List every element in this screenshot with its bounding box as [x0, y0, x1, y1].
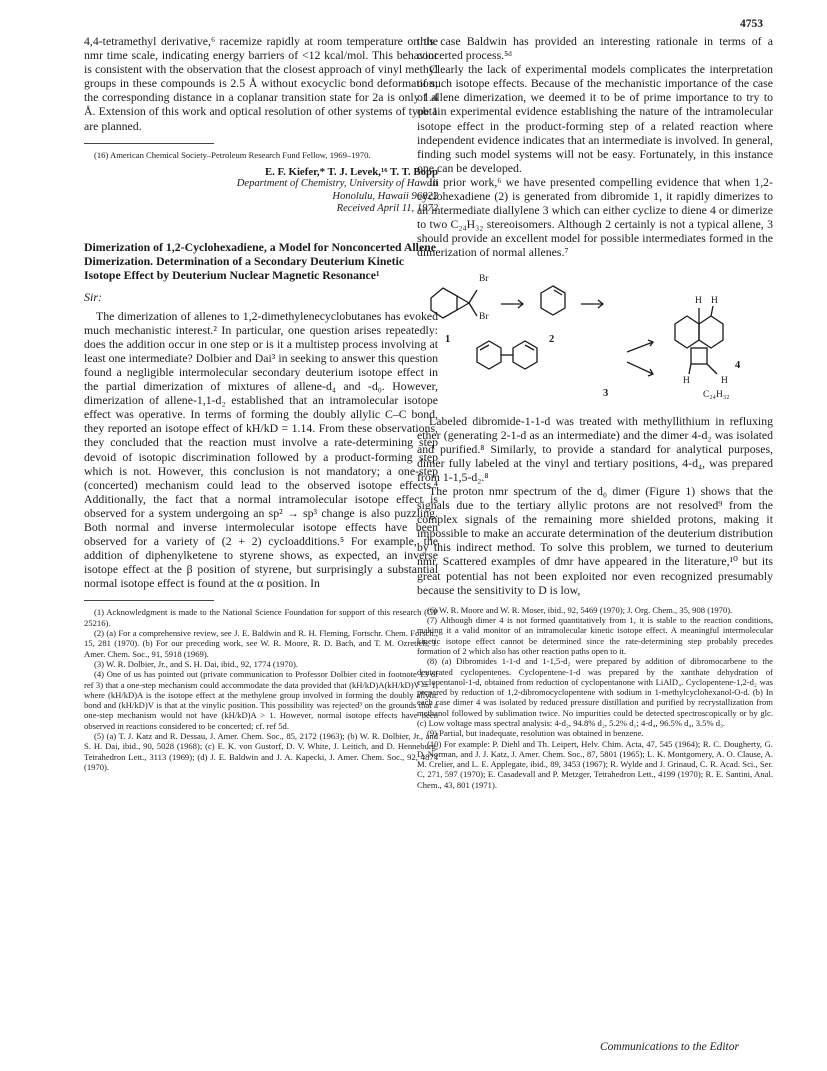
affiliation-city: Honolulu, Hawaii 96822 [332, 190, 438, 202]
paragraph: Clearly the lack of experimental models complicates the interpretation of such isotope effects. Because of the mechanistic importance of the case of allene dimerization, we deemed it to be of prime importance to try to obtain experimental evidence establishing the nature of the intramolecular isotope effect in the product-forming step of a related reaction where independent evidence indicates that an intermediate is involved. In general, finding such model systems will not be easy. Fortunately, in this instance one can be developed. [417, 62, 773, 175]
footnote: (10) For example: P. Diehl and Th. Leipert, Helv. Chim. Acta, 47, 545 (1964); R. C. Dougherty, G. D. Norman, and J. J. Katz, J. Amer. Chem. Soc., 87, 5801 (1965); L. K. Montgomery, A. O. Clause, A. M. Crelier, and L. E. Applegate, ibid., 89, 3453 (1967); R. Wylde and J. Grinaud, C. R. Acad. Sci., Ser. C, 271, 597 (1970); E. Casadevall and P. Metzger, Tetrahedron Lett., 4199 (1970); R. E. Santini, Anal. Chem., 43, 801 (1971). [417, 738, 773, 790]
paragraph: The proton nmr spectrum of the d₀ dimer (Figure 1) shows that the signals due to the tertiary allylic protons are not resolved⁹ from the complex signals of the remaining more shielded protons, making it impossible to make an accurate determination of the deuterium distribution by this indirect method. To solve this problem, we turned to deuterium nmr. Scattered examples of dmr have appeared in the literature,¹⁰ but its great potential has not been exploited nor even recognized presumably because the sensitivity to D is low, [417, 483, 773, 597]
footnote: (3) W. R. Dolbier, Jr., and S. H. Dai, ibid., 92, 1774 (1970). [94, 658, 298, 669]
compound-label-1: 1 [445, 333, 451, 345]
compound-4-ring-a [675, 316, 699, 348]
compound-label-2: 2 [549, 333, 555, 345]
compound-1-ring [431, 288, 457, 318]
compound-label-4: 4 [735, 359, 741, 371]
right-body-top [417, 34, 773, 260]
received-date: Received April 11, 1972 [336, 203, 438, 215]
article-title: Dimerization of 1,2-Cyclohexadiene, a Model for Nonconcerted Allene Dimerization. Determination of a Secondary Deuterium Kinetic Isotope Effect by Deuterium Nuclear Magnetic Resonance¹ [84, 239, 436, 282]
compound-4-ring-b [699, 316, 723, 348]
reaction-scheme-drawing [417, 266, 773, 406]
paragraph: In prior work,⁶ we have presented compelling evidence that when 1,2-cyclohexadiene (2) is generated from dibromide 1, it rapidly dimerizes to an intermediate diallylene 3 which can either cyclize to diene 4 or dimerize to two C₂₄H₃₂ stereoisomers. Although 2 certainly is not a typical allene, 3 should provide an excellent model for possible intermediates formed in the dimerization of normal allenes.⁷ [417, 174, 773, 260]
left-column [84, 34, 438, 772]
h-label: H [711, 295, 718, 306]
double-bond [553, 286, 565, 293]
formula-label: C₂₄H₃₂ [703, 389, 730, 400]
continued-paragraph: this case Baldwin has provided an interesting rationale in terms of a concerted process.⁵ᵈ [417, 34, 773, 63]
reaction-arrow [627, 362, 653, 374]
left-body-main [84, 309, 438, 591]
footnote: (6) W. R. Moore and W. R. Moser, ibid., 92, 5469 (1970); J. Org. Chem., 35, 908 (1970). [427, 604, 733, 615]
h-label: H [683, 375, 690, 386]
right-footnotes [417, 605, 773, 790]
footnote: (9) Partial, but inadequate, resolution was obtained in benzene. [427, 728, 644, 739]
br-label-bottom: Br [479, 311, 489, 322]
compound-label-3: 3 [603, 387, 609, 399]
br-bond [469, 303, 477, 316]
footnote: (5) (a) T. J. Katz and R. Dessau, J. Amer. Chem. Soc., 85, 2172 (1963); (b) W. R. Dolbier, Jr., and S. H. Dai, ibid., 90, 5028 (1968); (c) E. K. von Gustorf, D. V. White, J. Leitich, and D. Henneburg, Tetrahedron Lett., 3113 (1969); (d) J. E. Baldwin and J. A. Kapecki, J. Amer. Chem. Soc., 92, 4874 (1970). [84, 731, 438, 772]
compound-1-bond [457, 303, 469, 310]
author-names: E. F. Kiefer,* T. J. Levek,¹⁶ T. T. Bopp [264, 165, 438, 178]
h-bond [707, 364, 717, 374]
h-bond [689, 364, 691, 374]
footnote: (1) Acknowledgment is made to the National Science Foundation for support of this research (GP 25216). [84, 607, 438, 628]
br-label-top: Br [479, 273, 489, 284]
left-footnotes [84, 607, 438, 772]
affiliation-department: Department of Chemistry, University of Hawaii [236, 178, 438, 190]
footnote: (4) One of us has pointed out (private communication to Professor Dolbier cited in footnote 13 of ref 3) that a one-step mechanism could accommodate the data provided that (kH/kD)A(kH/kD)V ≃ 1, where (kH/kD)A is the isotope effect at the methylene group involved in forming the doubly allylic bond and (kH/kD)V is that at the vinylic position. This possibility was rejected³ on the grounds that a one-step mechanism would not have (kH/kD)A > 1. However, normal isotope effects have been observed in reactions considered to be concerted; cf. ref 5d. [84, 669, 438, 731]
h-label: H [721, 375, 728, 386]
compound-4-cyclobutane [691, 348, 707, 364]
reaction-scheme [417, 266, 773, 406]
footnote: (7) Although dimer 4 is not formed quantitatively from 1, it is stable to the reaction conditions, making it a valid monitor of an intramolecular kinetic isotope effect. A meaningful intermolecular kinetic isotope effect cannot be determined since the rate-determining step probably precedes formation of 2 which also has other reaction paths open to it. [417, 615, 773, 656]
reaction-arrow [627, 342, 653, 352]
footnote: (2) (a) For a comprehensive review, see J. E. Baldwin and R. H. Fleming, Fortschr. Chem. Forsch., 15, 281 (1970). (b) For our preceding work, see W. R. Moore, R. D. Bach, and T. M. Ozretich, J. Amer. Chem. Soc., 91, 5918 (1969). [84, 628, 438, 659]
footnote-16: (16) American Chemical Society–Petroleum Research Fund Fellow, 1969–1970. [94, 149, 371, 160]
br-bond [469, 290, 477, 303]
intro-paragraph: The dimerization of allenes to 1,2-dimethylenecyclobutanes has evoked much mechanistic interest.² In particular, one question arises repeatedly: does the addition occur in one step or is it a multistep process involving at least one intermediate? Dolbier and Dai³ in seeking to answer this question found a negligible intermolecular secondary deuterium isotope effect in the partial dimerization of mixtures of allene-d₄ and -d₀. However, dimerization of allene-1,1-d₂ established that an intramolecular isotope effect was operative. In terms of forming the doubly allylic C–C bond, they reported an isotope effect of kH/kD = 1.14. From these observations, they concluded that the reaction must involve a rate-determining step devoid of isotopic discrimination followed by a product-forming step which is not. However, this conclusion is not mandatory; a one-step (concerted) mechanism could lead to the observed isotope effects.⁴ Additionally, the fact that a normal intramolecular isotope effect is observed for a system undergoing an sp² → sp³ change is also puzzling. Both normal and inverse intermolecular isotope effects have been observed for a variety of (2 + 2) cycloadditions.⁵ For example, the addition of diphenylketene to styrene shows, as expected, an inverse isotope effect at the β position of styrene, but surprisingly a substantial normal isotope effect is found at the α position. In [84, 308, 438, 591]
compound-1-bond [457, 296, 469, 303]
h-label: H [695, 295, 702, 306]
paragraph: Labeled dibromide-1-1-d was treated with methyllithium in refluxing ether (generating 2-1-d as an intermediate) and the dimer 4-d₂ was isolated and purified.⁸ Similarly, to provide a standard for analytical purposes, dimer fully labeled at the vinyl and tertiary positions, 4-d₄, was prepared from 1-1,5-d₂.⁸ [417, 413, 773, 484]
running-footer: Communications to the Editor [600, 1041, 739, 1053]
right-body-bottom [417, 414, 773, 597]
author-block [84, 166, 438, 216]
footnote-separator-left [84, 600, 214, 601]
right-column [417, 34, 773, 790]
footnote: (8) (a) Dibromides 1-1-d and 1-1,5-d₂ were prepared by addition of dibromocarbene to the deuterated cyclopentenes. Cyclopentene-1-d was prepared by the xanthate dehydration of cyclopentanol-1-d, obtained from reduction of cyclopentanone with LiAlD₄. Cyclopentene-1,2-d₂ was prepared by reduction of 1,2-dibromocyclopentene with sodium in 1-methylcyclohexanol-O-d. (b) In each case dimer 4 was isolated by reduced pressure distillation and purified by recrystallization from methanol followed by sublimation twice. No impurities could be detected spectroscopically or by glc. (c) Low voltage mass spectral analysis: 4-d₂, 94.8% d₂, 5.2% d₁; 4-d₄, 96.5% d₄, 3.5% d₃. [417, 656, 773, 728]
footnote-separator [84, 143, 214, 144]
left-body-top [84, 34, 438, 133]
page-number: 4753 [740, 18, 763, 30]
salutation: Sir: [84, 289, 102, 304]
h-bond [711, 306, 713, 316]
carry-over-paragraph: 4,4-tetramethyl derivative,⁶ racemize rapidly at room temperature on the nmr time scale, indicating energy barriers of <12 kcal/mol. This behavior is consistent with the observation that the closest approach of vinyl methyl groups in these compounds is 2.5 Å without exocyclic bond deformation; the corresponding distance in a coplanar transition state for 2a is only 1.4 Å. Extension of this work and optical resolution of other systems of type 1 are planned. [84, 34, 438, 133]
